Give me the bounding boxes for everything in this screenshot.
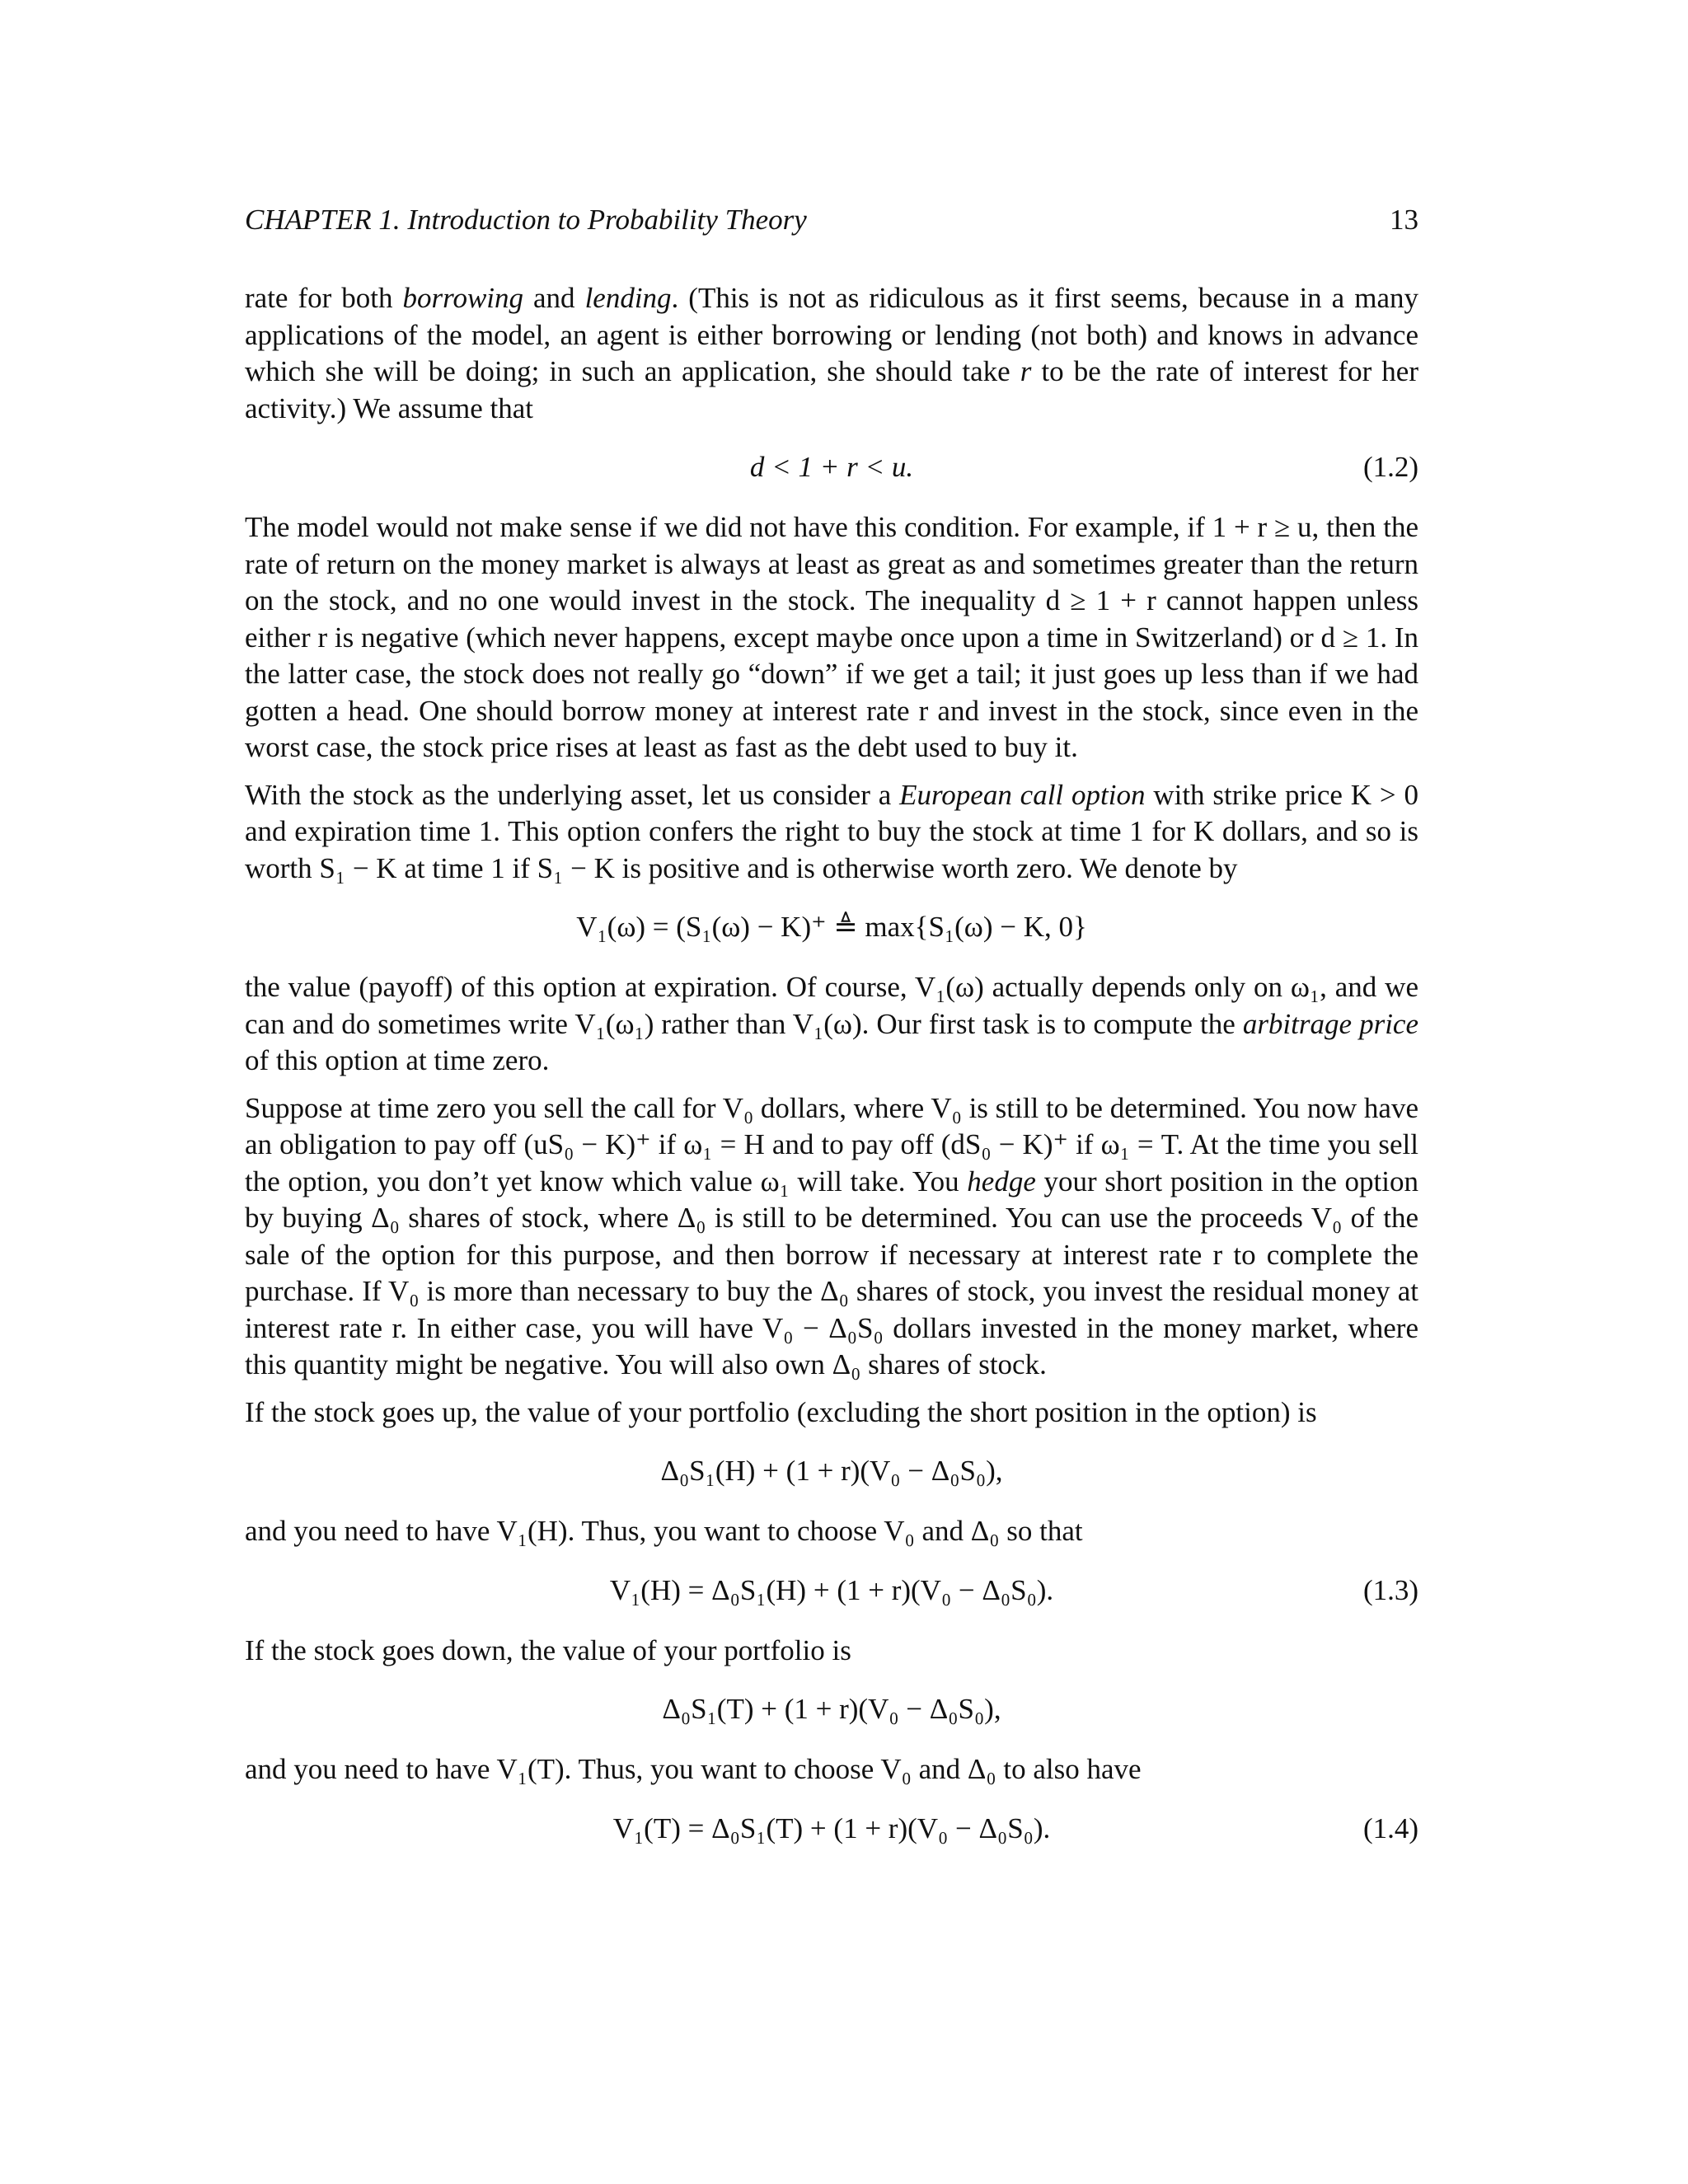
text-run: your short position in the option by buying Δ₀ shares of stock, where Δ₀ is still to be determined. You can use the proceeds V₀ of the sale of the option for this purpose, and then borrow if necessary at interest rate r to complete the purchase. If V₀ is more than necessary to buy the Δ₀ shares of stock, you invest the residual money at interest rate r. In either case, you will have V₀ − Δ₀S₀ dollars invested in the money market, where this quantity might be negative. You will also own Δ₀ shares of stock. [245,1165,1418,1380]
paragraph-8: If the stock goes down, the value of your portfolio is [245,1633,851,1666]
equation-1-3-block [245,1550,1418,1633]
equation-body: d < 1 + r < u. [749,451,914,483]
equation-1-3 [245,1571,1418,1610]
paragraph-6: If the stock goes up, the value of your portfolio (excluding the short position in the option) is [245,1395,1317,1428]
text-run: with strike price K > 0 and expiration time 1. This option confers the right to buy the stock at time 1 for K dollars, and so is worth S₁ − K at time 1 if S₁ − K is positive and is otherwise worth zero. We denote by [245,778,1419,884]
equation-1-4-block [245,1788,1418,1871]
emphasis-hedge: hedge [967,1165,1036,1197]
emphasis-european-call-option: European call option [899,778,1146,811]
page-body [245,280,1418,1871]
running-header [245,199,1418,241]
text-run: to be the rate of interest for her activity.) We assume that [245,355,1418,424]
text-run: rate for both [245,282,403,314]
equation-payoff [245,907,1418,947]
text-run: of this option at time zero. [245,1044,550,1076]
equation-body: V₁(T) = Δ₀S₁(T) + (1 + r)(V₀ − Δ₀S₀). [612,1811,1051,1844]
equation-down-block [245,1669,1418,1751]
paragraph-7: and you need to have V₁(H). Thus, you want to choose V₀ and Δ₀ so that [245,1515,1083,1547]
equation-payoff-block [245,887,1418,969]
text-run: Suppose at time zero you sell the call for V₀ dollars, where V₀ is still to be determined. You now have an obligation to pay off (uS₀ − K)⁺ if ω₁ = H and to pay off (dS₀ − K)⁺ if ω₁ = T. At the time you sell the option, you don’t yet know which value ω₁ will take. You [245,1091,1418,1197]
equation-body: Δ₀S₁(H) + (1 + r)(V₀ − Δ₀S₀), [660,1455,1003,1487]
paragraph-4 [245,969,1418,1080]
equation-number: (1.2) [1362,451,1418,483]
equation-up [245,1451,1418,1491]
equation-body: V₁(ω) = (S₁(ω) − K)⁺ ≜ max{S₁(ω) − K, 0} [576,911,1087,943]
equation-body: Δ₀S₁(T) + (1 + r)(V₀ − Δ₀S₀), [662,1693,1001,1725]
emphasis-arbitrage-price: arbitrage price [1242,1007,1419,1040]
paragraph-5 [245,1090,1418,1384]
equation-1-2-block [245,427,1418,509]
text-run: With the stock as the underlying asset, let us consider a [245,778,900,811]
equation-number: (1.4) [1362,1811,1418,1844]
equation-1-2 [245,448,1418,487]
paragraph-3 [245,777,1418,888]
emphasis-lending: lending [584,282,672,314]
text-run: the value (payoff) of this option at expiration. Of course, V₁(ω) actually depends only on ω₁, and we can and do sometimes write V₁(ω₁) rather than V₁(ω). Our first task is to compute the [245,971,1418,1040]
equation-1-4 [245,1809,1418,1849]
equation-body: V₁(H) = Δ₀S₁(H) + (1 + r)(V₀ − Δ₀S₀). [609,1573,1054,1606]
equation-down [245,1690,1418,1729]
equation-up-block [245,1431,1418,1513]
paragraph-1 [245,280,1418,427]
text-run: . (This is not as ridiculous as it first seems, because in a many applications of the model, an agent is either borrowing or lending (not both) and knows in advance which she will be doing; in such an application, she should take [245,282,1418,387]
math-symbol: r [1020,355,1032,387]
equation-number: (1.3) [1362,1573,1418,1606]
text-run: and [523,282,585,314]
running-title: CHAPTER 1. Introduction to Probability Theory [245,204,807,236]
page-number: 13 [1390,204,1418,236]
paragraph-9: and you need to have V₁(T). Thus, you want to choose V₀ and Δ₀ to also have [245,1753,1142,1785]
paragraph-2: The model would not make sense if we did not have this condition. For example, if 1 + r ≥ u, then the rate of return on the money market is always at least as great as and sometimes greater than the return on the stock, and no one would invest in the stock. The inequality d ≥ 1 + r cannot happen unless either r is negative (which never happens, except maybe once upon a time in Switzerland) or d ≥ 1. In the latter case, the stock does not really go “down” if we get a tail; it just goes up less than if we had gotten a head. One should borrow money at interest rate r and invest in the stock, since even in the worst case, the stock price rises at least as fast as the debt used to buy it. [245,511,1418,763]
emphasis-borrowing: borrowing [402,282,524,314]
